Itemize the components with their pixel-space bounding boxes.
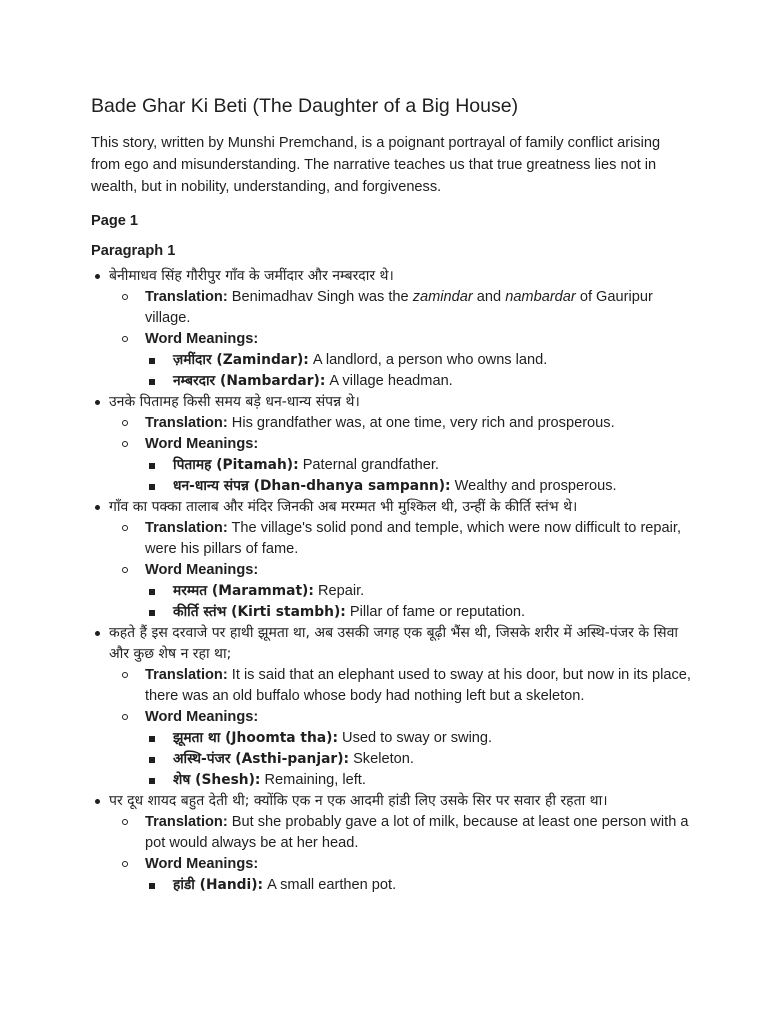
translation-item (109, 518, 691, 560)
word-meanings-label: Word Meanings: (145, 856, 259, 872)
word-meanings-item (109, 707, 691, 791)
word-meaning: A landlord, a person who owns land. (312, 352, 548, 368)
translation-emphasis: zamindar (412, 289, 473, 305)
square-bullet-icon (149, 484, 155, 490)
sentence-details (109, 665, 691, 791)
translation-part: Benimadhav Singh was the (231, 289, 413, 305)
word-list (145, 875, 691, 896)
hindi-sentence: गाँव का पक्का तालाब और मंदिर जिनकी अब मरम्मत भी मुश्किल थी, उन्हीं के कीर्ति स्तंभ थे। (109, 499, 578, 515)
word-item (145, 602, 691, 623)
sentence-item (91, 623, 691, 791)
square-bullet-icon (149, 757, 155, 763)
translation-part: of Gauripur village. (145, 289, 653, 326)
word-term: नम्बरदार (Nambardar): (173, 373, 326, 389)
translation-part: His grandfather was, at one time, very rich and prosperous. (231, 415, 615, 431)
translation-part: It is said that an elephant used to sway at his door, but now in its place, there was an old buffalo whose body had nothing left but a skeleton. (145, 667, 691, 704)
word-term: मरम्मत (Marammat): (173, 583, 314, 599)
word-meanings-label: Word Meanings: (145, 436, 259, 452)
word-item (145, 875, 691, 896)
word-term: ज़मींदार (Zamindar): (173, 352, 309, 368)
square-bullet-icon (149, 358, 155, 364)
translation-label: Translation: (145, 520, 228, 536)
word-item (145, 770, 691, 791)
word-meaning: A village headman. (329, 373, 453, 389)
translation-label: Translation: (145, 667, 228, 683)
hindi-sentence: उनके पितामह किसी समय बड़े धन-धान्य संपन्न थे। (109, 394, 360, 410)
word-term: झूमता था (Jhoomta tha): (173, 730, 338, 746)
word-item (145, 455, 691, 476)
circle-bullet-icon (122, 672, 128, 678)
sentence-item (91, 392, 691, 497)
translation-text (145, 812, 691, 854)
document-page (91, 92, 691, 896)
translation-part: The village's solid pond and temple, which were now difficult to repair, were his pillars of fame. (145, 520, 682, 557)
word-item (145, 350, 691, 371)
square-bullet-icon (149, 463, 155, 469)
bullet-dot-icon (95, 505, 100, 510)
circle-bullet-icon (122, 420, 128, 426)
word-item (145, 371, 691, 392)
sentence-details (109, 812, 691, 896)
circle-bullet-icon (122, 567, 128, 573)
word-meaning: A small earthen pot. (267, 877, 397, 893)
circle-bullet-icon (122, 819, 128, 825)
sentence-details (109, 413, 691, 497)
translation-label: Translation: (145, 289, 228, 305)
sentence-item (91, 266, 691, 392)
translation-part: But she probably gave a lot of milk, because at least one person with a pot would always be at her head. (145, 814, 689, 851)
hindi-sentence: बेनीमाधव सिंह गौरीपुर गाँव के जमींदार और नम्बरदार थे। (109, 268, 394, 284)
sentence-details (109, 518, 691, 623)
translation-label: Translation: (145, 814, 228, 830)
word-meaning: Paternal grandfather. (302, 457, 439, 473)
paragraph-label: Paragraph 1 (91, 243, 176, 259)
word-item (145, 581, 691, 602)
word-meanings-label: Word Meanings: (145, 562, 259, 578)
intro-paragraph: This story, written by Munshi Premchand, is a poignant portrayal of family conflict arising from ego and misunderstanding. The narrative teaches us that true greatness lies not in wealth, but in nobility, understanding, and forgiveness. (91, 135, 661, 195)
bullet-dot-icon (95, 274, 100, 279)
document-title: Bade Ghar Ki Beti (The Daughter of a Big House) (91, 95, 519, 117)
word-list (145, 728, 691, 791)
square-bullet-icon (149, 736, 155, 742)
translation-part: and (472, 289, 506, 305)
word-meaning: Remaining, left. (264, 772, 366, 788)
translation-item (109, 413, 691, 434)
word-term: हांडी (Handi): (173, 877, 264, 893)
sentence-item (91, 497, 691, 623)
translation-text (145, 413, 691, 434)
word-item (145, 749, 691, 770)
circle-bullet-icon (122, 861, 128, 867)
sentence-list (91, 266, 691, 896)
circle-bullet-icon (122, 714, 128, 720)
word-list (145, 455, 691, 497)
word-term: पितामह (Pitamah): (173, 457, 299, 473)
square-bullet-icon (149, 883, 155, 889)
word-meaning: Wealthy and prosperous. (454, 478, 617, 494)
word-list (145, 350, 691, 392)
translation-item (109, 287, 691, 329)
word-term: शेष (Shesh): (173, 772, 261, 788)
word-meaning: Used to sway or swing. (342, 730, 493, 746)
page-label: Page 1 (91, 213, 139, 229)
word-meanings-item (109, 854, 691, 896)
square-bullet-icon (149, 589, 155, 595)
word-meanings-item (109, 560, 691, 623)
square-bullet-icon (149, 379, 155, 385)
word-item (145, 728, 691, 749)
word-meanings-item (109, 434, 691, 497)
word-term: अस्थि-पंजर (Asthi-panjar): (173, 751, 350, 767)
square-bullet-icon (149, 610, 155, 616)
word-meaning: Pillar of fame or reputation. (349, 604, 526, 620)
translation-emphasis: nambardar (505, 289, 576, 305)
circle-bullet-icon (122, 294, 128, 300)
translation-text (145, 518, 691, 560)
circle-bullet-icon (122, 441, 128, 447)
bullet-dot-icon (95, 631, 100, 636)
circle-bullet-icon (122, 336, 128, 342)
word-meanings-label: Word Meanings: (145, 709, 259, 725)
sentence-item (91, 791, 691, 896)
sentence-details (109, 287, 691, 392)
word-meaning: Repair. (317, 583, 365, 599)
word-meaning: Skeleton. (353, 751, 414, 767)
word-term: कीर्ति स्तंभ (Kirti stambh): (173, 604, 346, 620)
translation-label: Translation: (145, 415, 228, 431)
circle-bullet-icon (122, 525, 128, 531)
translation-item (109, 812, 691, 854)
translation-text (145, 287, 691, 329)
translation-item (109, 665, 691, 707)
hindi-sentence: कहते हैं इस दरवाजे पर हाथी झूमता था, अब उसकी जगह एक बूढ़ी भैंस थी, जिसके शरीर में अस्थि-पंजर के सिवा और कुछ शेष न रहा था; (109, 625, 679, 662)
word-list (145, 581, 691, 623)
word-meanings-item (109, 329, 691, 392)
word-meanings-label: Word Meanings: (145, 331, 259, 347)
bullet-dot-icon (95, 400, 100, 405)
hindi-sentence: पर दूध शायद बहुत देती थी; क्योंकि एक न एक आदमी हांडी लिए उसके सिर पर सवार ही रहता था। (109, 793, 608, 809)
word-item (145, 476, 691, 497)
translation-text (145, 665, 691, 707)
word-term: धन-धान्य संपन्न (Dhan-dhanya sampann): (173, 478, 451, 494)
square-bullet-icon (149, 778, 155, 784)
bullet-dot-icon (95, 799, 100, 804)
